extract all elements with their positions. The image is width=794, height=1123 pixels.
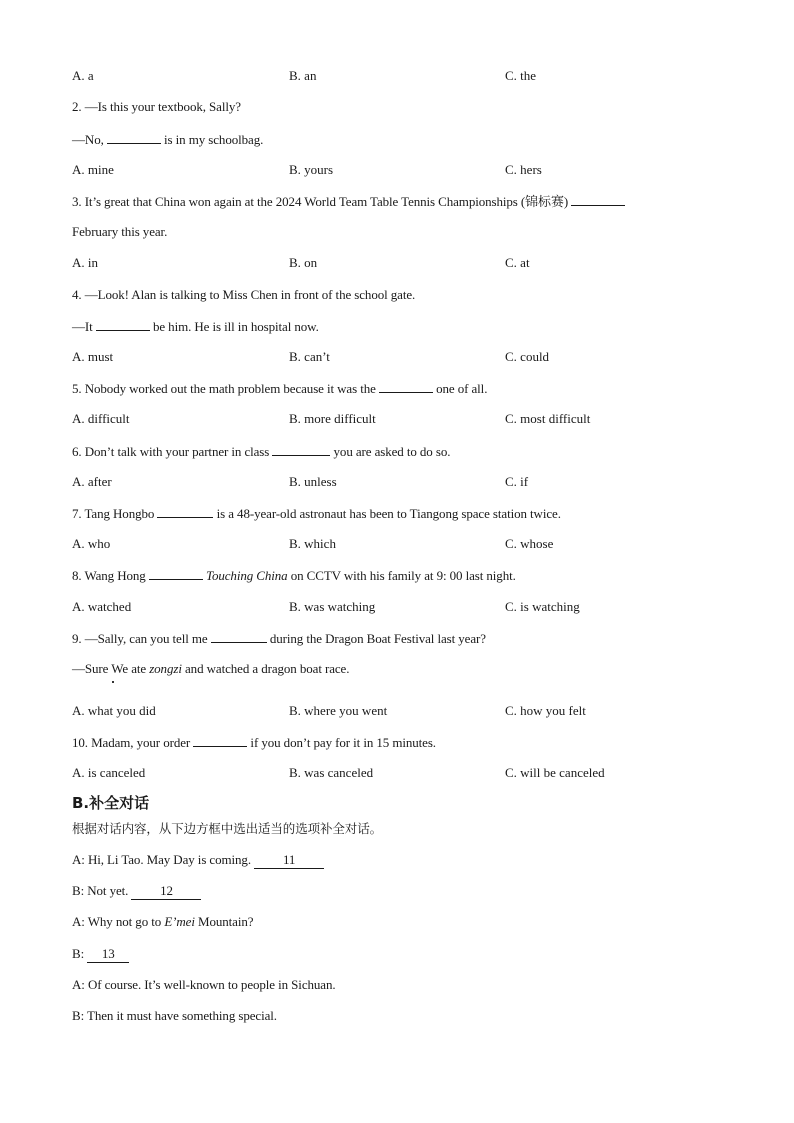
dialogue-line-6: B: Then it must have something special. — [72, 1008, 277, 1023]
q8-blank[interactable] — [149, 567, 203, 580]
q9-stem: 9. —Sally, can you tell me during the Dragon Boat Festival last year? — [72, 631, 486, 646]
q6-option-a[interactable]: A. after — [72, 474, 112, 489]
dialogue-line-5: A: Of course. It’s well-known to people in Sichuan. — [72, 977, 336, 992]
q7-option-b[interactable]: B. which — [289, 536, 336, 551]
dialogue-line-1: A: Hi, Li Tao. May Day is coming. 11 — [72, 852, 324, 869]
q5-option-b[interactable]: B. more difficult — [289, 411, 376, 426]
dialogue-blank-12[interactable]: 12 — [131, 883, 201, 900]
q2-blank[interactable] — [107, 131, 161, 144]
q4-option-b[interactable]: B. can’t — [289, 349, 330, 364]
stray-dot — [112, 681, 114, 683]
q2-option-a[interactable]: A. mine — [72, 162, 114, 177]
q6-stem: 6. Don’t talk with your partner in class you are asked to do so. — [72, 444, 451, 459]
dialogue-blank-13[interactable]: 13 — [87, 946, 129, 963]
q10-option-b[interactable]: B. was canceled — [289, 765, 374, 780]
q9-option-c[interactable]: C. how you felt — [505, 703, 586, 718]
q9-reply: —Sure We ate zongzi and watched a dragon boat race. — [72, 661, 350, 676]
q8-option-b[interactable]: B. was watching — [289, 599, 376, 614]
dialogue-line-3: A: Why not go to E’mei Mountain? — [72, 914, 254, 929]
q10-blank[interactable] — [193, 734, 247, 747]
q3-option-a[interactable]: A. in — [72, 255, 98, 270]
q7-option-c[interactable]: C. whose — [505, 536, 554, 551]
q9-option-a[interactable]: A. what you did — [72, 703, 156, 718]
dialogue-line-2: B: Not yet. 12 — [72, 883, 201, 900]
q5-blank[interactable] — [379, 380, 433, 393]
q10-option-a[interactable]: A. is canceled — [72, 765, 146, 780]
q10-option-c[interactable]: C. will be canceled — [505, 765, 605, 780]
q7-option-a[interactable]: A. who — [72, 536, 111, 551]
q3-stem: 3. It’s great that China won again at the 2024 World Team Table Tennis Championships (锦标赛) — [72, 193, 625, 210]
q2-reply: —No, is in my schoolbag. — [72, 132, 264, 147]
dialogue-line-4: B: 13 — [72, 946, 129, 963]
q1-option-b[interactable]: B. an — [289, 68, 317, 83]
q5-stem: 5. Nobody worked out the math problem because it was the one of all. — [72, 381, 488, 396]
q5-option-a[interactable]: A. difficult — [72, 411, 130, 426]
q4-stem: 4. —Look! Alan is talking to Miss Chen in front of the school gate. — [72, 287, 416, 302]
q6-option-b[interactable]: B. unless — [289, 474, 337, 489]
q3-option-c[interactable]: C. at — [505, 255, 530, 270]
q2-option-b[interactable]: B. yours — [289, 162, 334, 177]
q8-stem: 8. Wang Hong Touching China on CCTV with his family at 9: 00 last night. — [72, 568, 516, 583]
q4-reply: —It be him. He is ill in hospital now. — [72, 319, 319, 334]
q8-option-c[interactable]: C. is watching — [505, 599, 580, 614]
q3-blank[interactable] — [571, 193, 625, 206]
q5-option-c[interactable]: C. most difficult — [505, 411, 591, 426]
q2-option-c[interactable]: C. hers — [505, 162, 542, 177]
q3-option-b[interactable]: B. on — [289, 255, 318, 270]
q6-blank[interactable] — [272, 443, 330, 456]
q2-stem: 2. —Is this your textbook, Sally? — [72, 99, 241, 114]
section-b-instruction: 根据对话内容，从下边方框中选出适当的选项补全对话。 — [72, 821, 383, 836]
q6-option-c[interactable]: C. if — [505, 474, 529, 489]
q8-option-a[interactable]: A. watched — [72, 599, 132, 614]
q1-option-a[interactable]: A. a — [72, 68, 94, 83]
q4-blank[interactable] — [96, 318, 150, 331]
q10-stem: 10. Madam, your order if you don’t pay for it in 15 minutes. — [72, 735, 436, 750]
q4-option-c[interactable]: C. could — [505, 349, 550, 364]
dialogue-blank-11[interactable]: 11 — [254, 852, 324, 869]
q3-stem-continued: February this year. — [72, 224, 168, 239]
q7-stem: 7. Tang Hongbo is a 48-year-old astronaut has been to Tiangong space station twice. — [72, 506, 561, 521]
q9-blank[interactable] — [211, 630, 267, 643]
q1-option-c[interactable]: C. the — [505, 68, 537, 83]
q4-option-a[interactable]: A. must — [72, 349, 114, 364]
q9-option-b[interactable]: B. where you went — [289, 703, 388, 718]
q7-blank[interactable] — [157, 505, 213, 518]
section-b-heading: B.补全对话 — [72, 794, 150, 812]
